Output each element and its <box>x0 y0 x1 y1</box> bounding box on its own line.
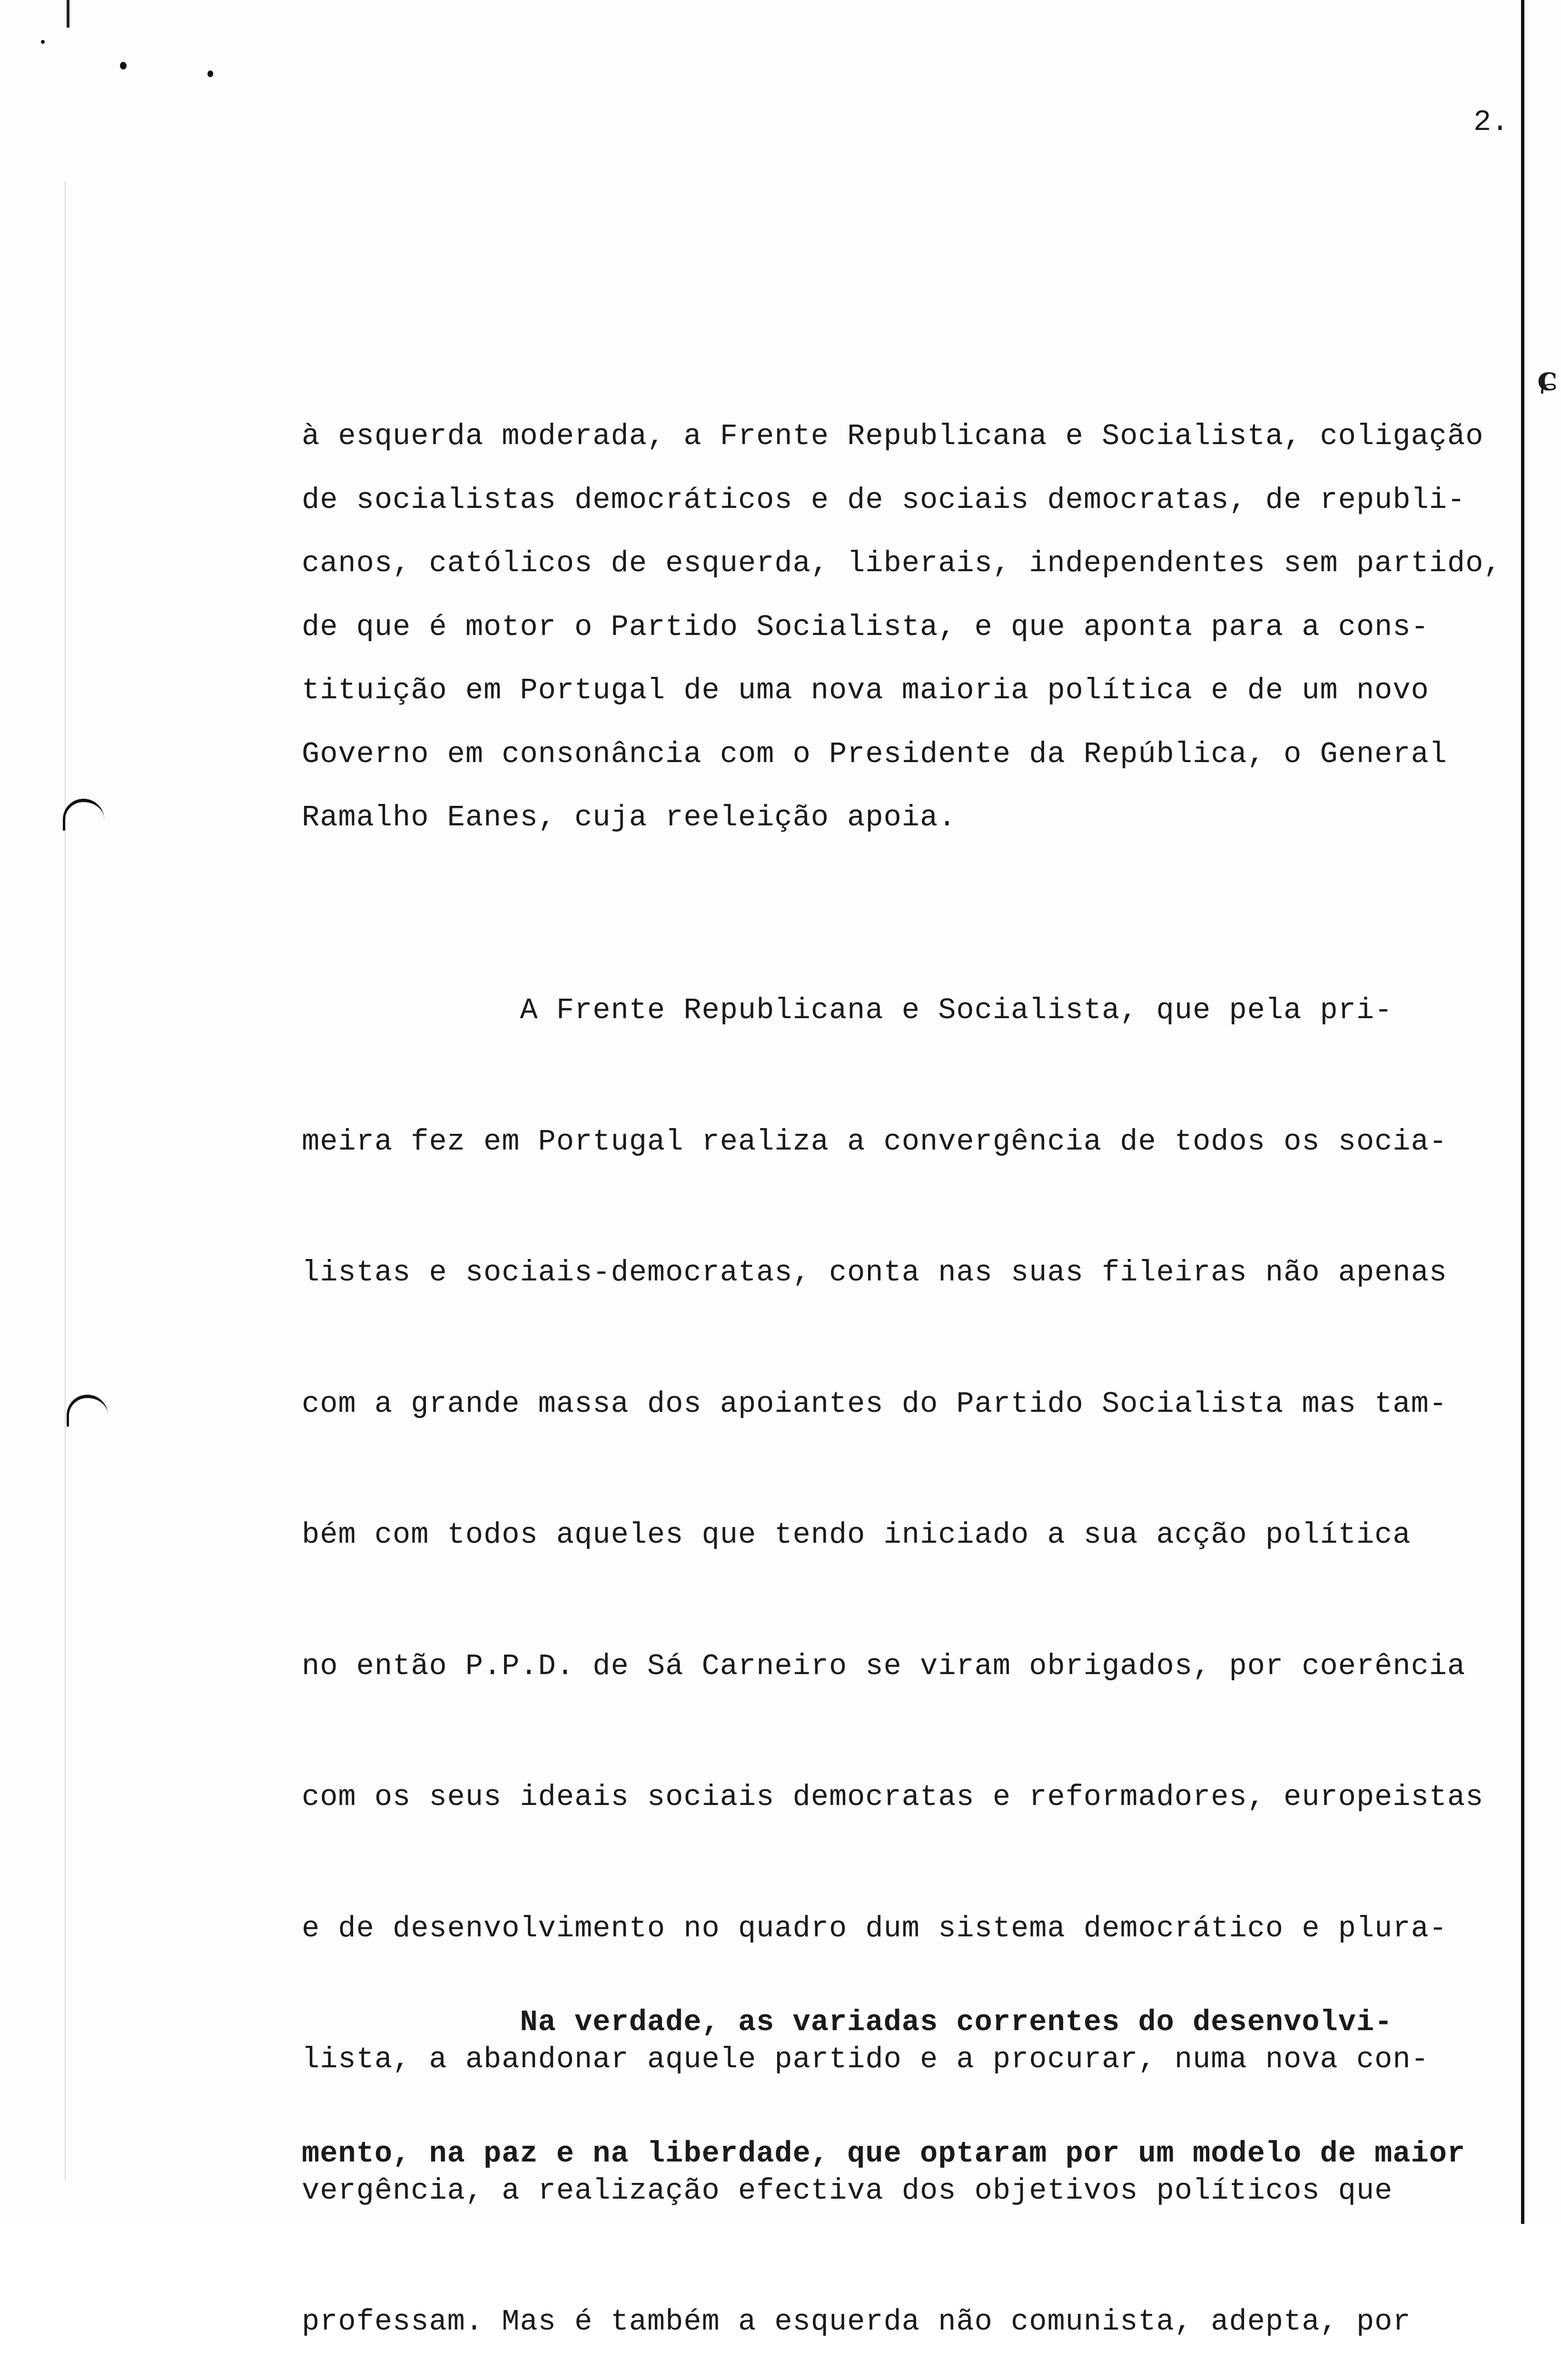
text-line: e de desenvolvimento no quadro dum sistema democrático e plura- <box>302 1911 1447 1945</box>
left-margin-line <box>65 181 66 2180</box>
text-line: professam. Mas é também a esquerda não comunista, adepta, por <box>302 2305 1411 2339</box>
text-line: canos, católicos de esquerda, liberais, independentes sem partido, <box>302 546 1502 580</box>
page-number: 2. <box>1473 105 1509 139</box>
paragraph-1 <box>302 405 1501 850</box>
punch-hole-mark <box>63 799 104 831</box>
text-line: no então P.P.D. de Sá Carneiro se viram obrigados, por coerência <box>302 1649 1466 1683</box>
scan-mark-bar <box>67 0 69 28</box>
text-line: meira fez em Portugal realiza a convergência de todos os socia- <box>302 1124 1447 1159</box>
text-line: A Frente Republicana e Socialista, que pela pri- <box>302 993 1393 1027</box>
text-line: Governo em consonância com o Presidente da República, o General <box>302 737 1447 771</box>
text-line: mento, na paz e na liberdade, que optaram por um modelo de maior <box>302 2136 1466 2171</box>
edge-scan-glyph: ɕ <box>1537 358 1558 398</box>
scan-dot <box>120 62 127 69</box>
binding-edge-line <box>1521 0 1524 2224</box>
text-line: de socialistas democráticos e de sociais democratas, de republi- <box>302 483 1466 517</box>
text-line: com a grande massa dos apoiantes do Partido Socialista mas tam- <box>302 1387 1447 1421</box>
text-line: à esquerda moderada, a Frente Republicana e Socialista, coligação <box>302 419 1484 453</box>
text-line: vergência, a realização efectiva dos objetivos políticos que <box>302 2173 1393 2208</box>
text-line: Ramalho Eanes, cuja reeleição apoia. <box>302 801 957 834</box>
text-line: lista, a abandonar aquele partido e a procurar, numa nova con- <box>302 2043 1429 2076</box>
punch-hole-mark <box>67 1395 108 1427</box>
text-line: tituição em Portugal de uma nova maioria política e de um novo <box>302 674 1429 707</box>
scan-dot <box>41 40 45 44</box>
paragraph-3 <box>302 1923 1501 2253</box>
text-line: bém com todos aqueles que tendo iniciado a sua acção política <box>302 1518 1411 1552</box>
text-line: listas e sociais-democratas, conta nas suas fileiras não apenas <box>302 1256 1447 1289</box>
text-line: Na verdade, as variadas correntes do desenvolvi- <box>302 2005 1393 2039</box>
scan-dot <box>207 70 213 77</box>
text-line: de que é motor o Partido Socialista, e que aponta para a cons- <box>302 610 1429 644</box>
text-line: com os seus ideais sociais democratas e reformadores, europeistas <box>302 1780 1484 1814</box>
